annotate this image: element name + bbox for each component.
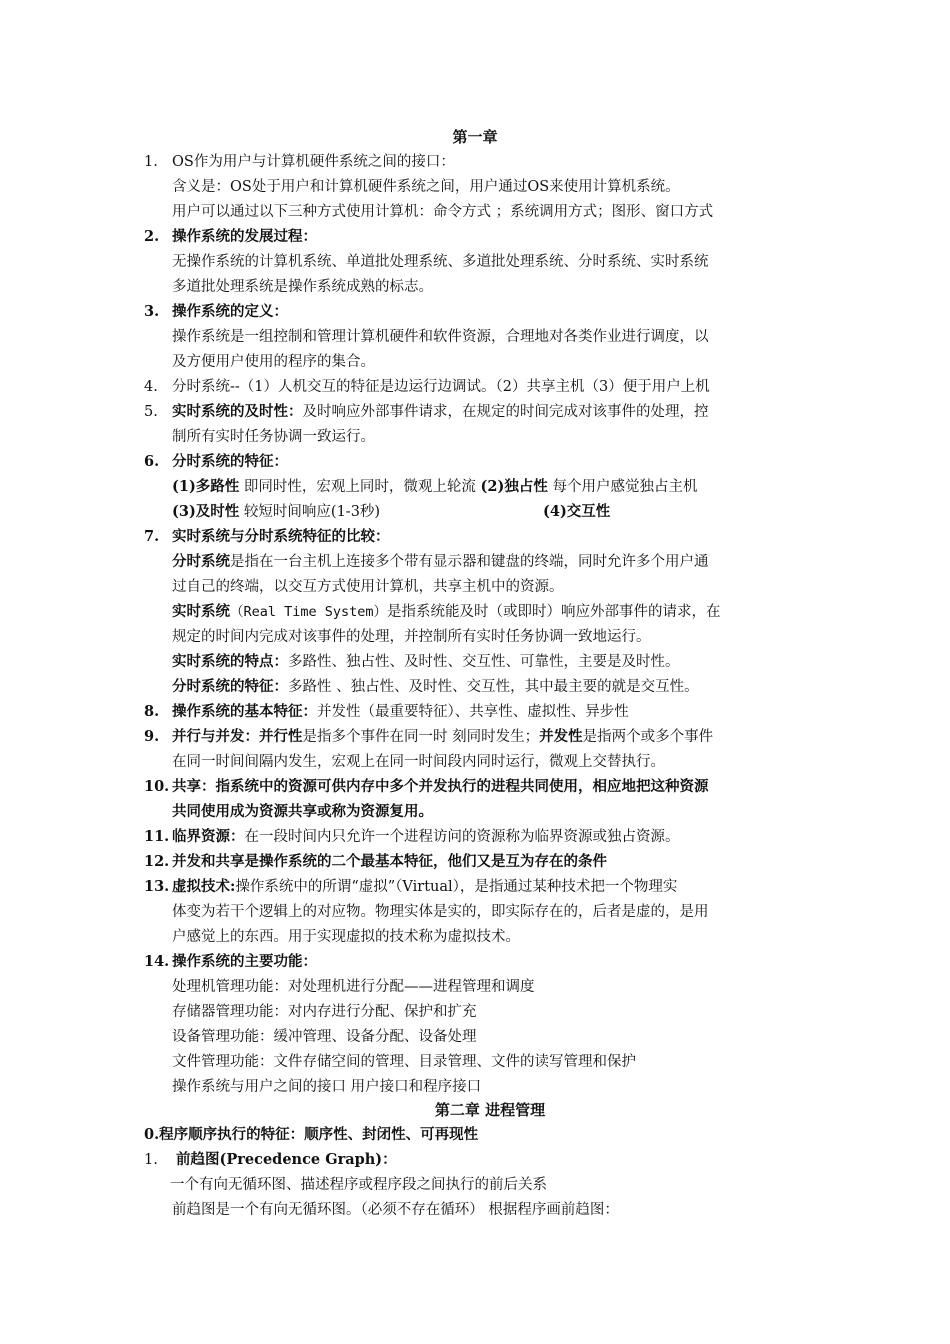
item-5-number: 5. <box>144 404 158 420</box>
item-6-heading: 分时系统的特征： <box>172 453 288 470</box>
item-9-concurrency-text: 是指两个或多个事件 <box>582 729 714 745</box>
item-5-heading: 实时系统的及时性： <box>172 403 303 420</box>
ch2-item-0: 0.程序顺序执行的特征：顺序性、封闭性、可再现性 <box>144 1126 479 1143</box>
item-1-heading: OS作为用户与计算机硬件系统之间的接口： <box>172 154 455 170</box>
item-6-number: 6. <box>144 453 160 470</box>
function-device: 设备管理功能：缓冲管理、设备分配、设备处理 <box>172 1029 477 1045</box>
timesharing-traits-text: 多路性 、独占性、及时性、交互性，其中最主要的就是交互性。 <box>288 679 699 695</box>
item-9-line-2: 在同一时间间隔内发生，宏观上在同一时间段内同时运行，微观上交替执行。 <box>172 754 665 770</box>
item-8-line <box>172 702 629 722</box>
item-9-concurrency-label: 并发性 <box>539 728 583 745</box>
item-1-line-1: 含义是：OS处于用户和计算机硬件系统之间，用户通过OS来使用计算机系统。 <box>172 179 680 195</box>
item-13-number: 13. <box>144 878 170 895</box>
item-1-line-2: 用户可以通过以下三种方式使用计算机：命令方式 ；系统调用方式；图形、窗口方式 <box>172 204 714 220</box>
ch2-item-1-number: 1. <box>144 1152 158 1168</box>
item-6-features-row-1 <box>172 477 697 497</box>
feature-multiplex-label: (1)多路性 <box>172 478 240 495</box>
item-13-line-1 <box>172 877 677 897</box>
timesharing-definition: 是指在一台主机上连接多个带有显示器和键盘的终端，同时允许多个用户通 <box>230 554 709 570</box>
item-2-line-2: 多道批处理系统是操作系统成熟的标志。 <box>172 279 433 295</box>
feature-interactive-label: (4)交互性 <box>543 503 611 520</box>
item-12-number: 12. <box>144 853 170 870</box>
item-9-parallel-text: 是指多个事件在同一时 刻同时发生； <box>302 729 540 745</box>
item-3-line-1: 操作系统是一组控制和管理计算机硬件和软件资源，合理地对各类作业进行调度，以 <box>172 329 709 345</box>
item-10-line-1: 共享：指系统中的资源可供内存中多个并发执行的进程共同使用，相应地把这种资源 <box>172 778 709 795</box>
item-7-realtime-line-1 <box>172 602 721 622</box>
item-2-number: 2. <box>144 228 160 245</box>
item-13-line-2: 体变为若干个逻辑上的对应物。物理实体是实的，即实际存在的，后者是虚的，是用 <box>172 904 709 920</box>
timesharing-traits-label: 分时系统的特征： <box>172 678 288 695</box>
item-9-heading: 并行与并发：并行性 <box>172 728 303 745</box>
feature-timely-text: 较短时间响应(1-3秒) <box>239 504 381 520</box>
realtime-term: 实时系统 <box>172 603 230 620</box>
item-7-number: 7. <box>144 528 160 545</box>
realtime-traits-text: 多路性、独占性、及时性、交互性、可靠性，主要是及时性。 <box>288 654 680 670</box>
ch2-item-1-heading: 前趋图(Precedence Graph)： <box>176 1151 397 1168</box>
item-3-number: 3. <box>144 303 160 320</box>
item-4-number: 4. <box>144 379 158 395</box>
item-7-realtime-line-2: 规定的时间内完成对该事件的处理，并控制所有实时任务协调一致地运行。 <box>172 629 651 645</box>
item-7-heading: 实时系统与分时系统特征的比较： <box>172 528 390 545</box>
item-13-line-3: 户感觉上的东西。用于实现虚拟的技术称为虚拟技术。 <box>172 929 520 945</box>
item-5-line-1 <box>172 402 709 422</box>
item-8-heading: 操作系统的基本特征： <box>172 703 317 720</box>
item-5-line-2: 制所有实时任务协调一致运行。 <box>172 429 375 445</box>
item-11-heading: 临界资源： <box>172 828 245 845</box>
function-memory: 存储器管理功能：对内存进行分配、保护和扩充 <box>172 1004 477 1020</box>
item-5-text: 及时响应外部事件请求，在规定的时间完成对该事件的处理，控 <box>302 404 709 420</box>
item-7-timesharing-line-2: 过自己的终端，以交互方式使用计算机，共享主机中的资源。 <box>172 579 564 595</box>
ch2-item-1-line-1: 一个有向无循环图、描述程序或程序段之间执行的前后关系 <box>170 1177 547 1193</box>
item-3-heading: 操作系统的定义： <box>172 303 288 320</box>
realtime-english-term: （Real Time System） <box>230 604 388 620</box>
ch2-item-1-line-2: 前趋图是一个有向无循环图。（必须不存在循环） 根据程序画前趋图： <box>172 1202 619 1218</box>
realtime-traits-label: 实时系统的特点： <box>172 653 288 670</box>
item-14-heading: 操作系统的主要功能： <box>172 953 317 970</box>
item-11-line <box>172 827 680 847</box>
item-14-number: 14. <box>144 953 170 970</box>
item-9-number: 9. <box>144 728 160 745</box>
item-2-line-1: 无操作系统的计算机系统、单道批处理系统、多道批处理系统、分时系统、实时系统 <box>172 254 709 270</box>
item-11-number: 11. <box>144 828 170 845</box>
item-10-line-2: 共同使用成为资源共享或称为资源复用。 <box>172 803 433 820</box>
chapter-2-title: 第二章 进程管理 <box>434 1101 546 1119</box>
feature-exclusive-label: (2)独占性 <box>480 478 548 495</box>
item-6-feature-timely <box>172 502 380 522</box>
item-8-text: 并发性（最重要特征）、共享性、虚拟性、异步性 <box>317 704 629 720</box>
item-10-number: 10. <box>144 778 170 795</box>
realtime-definition: 是指系统能及时（或即时）响应外部事件的请求，在 <box>387 604 721 620</box>
function-interface: 操作系统与用户之间的接口 用户接口和程序接口 <box>172 1079 482 1095</box>
item-7-timesharing-traits <box>172 677 699 697</box>
chapter-1-title: 第一章 <box>452 128 498 146</box>
feature-timely-label: (3)及时性 <box>172 503 240 520</box>
item-1-number: 1. <box>144 154 158 170</box>
function-processor: 处理机管理功能：对处理机进行分配——进程管理和调度 <box>172 979 535 995</box>
function-file: 文件管理功能：文件存储空间的管理、目录管理、文件的读写管理和保护 <box>172 1054 636 1070</box>
item-7-realtime-traits <box>172 652 680 672</box>
item-9-line-1 <box>172 727 713 747</box>
item-13-text: 操作系统中的所谓“虚拟”（Virtual），是指通过某种技术把一个物理实 <box>235 879 678 895</box>
item-11-text: 在一段时间内只允许一个进程访问的资源称为临界资源或独占资源。 <box>244 829 680 845</box>
item-2-heading: 操作系统的发展过程： <box>172 228 317 245</box>
item-7-timesharing-line-1 <box>172 552 709 572</box>
item-12-heading: 并发和共享是操作系统的二个最基本特征，他们又是互为存在的条件 <box>172 853 607 870</box>
feature-exclusive-text: 每个用户感觉独占主机 <box>547 479 698 495</box>
item-4-text: 分时系统--（1）人机交互的特征是边运行边调试。（2）共享主机（3）便于用户上机 <box>172 379 710 395</box>
item-13-heading: 虚拟技术: <box>172 878 236 895</box>
item-8-number: 8. <box>144 703 160 720</box>
timesharing-term: 分时系统 <box>172 553 230 570</box>
item-3-line-2: 及方便用户使用的程序的集合。 <box>172 354 375 370</box>
feature-multiplex-text: 即同时性，宏观上同时，微观上轮流 <box>239 479 481 495</box>
